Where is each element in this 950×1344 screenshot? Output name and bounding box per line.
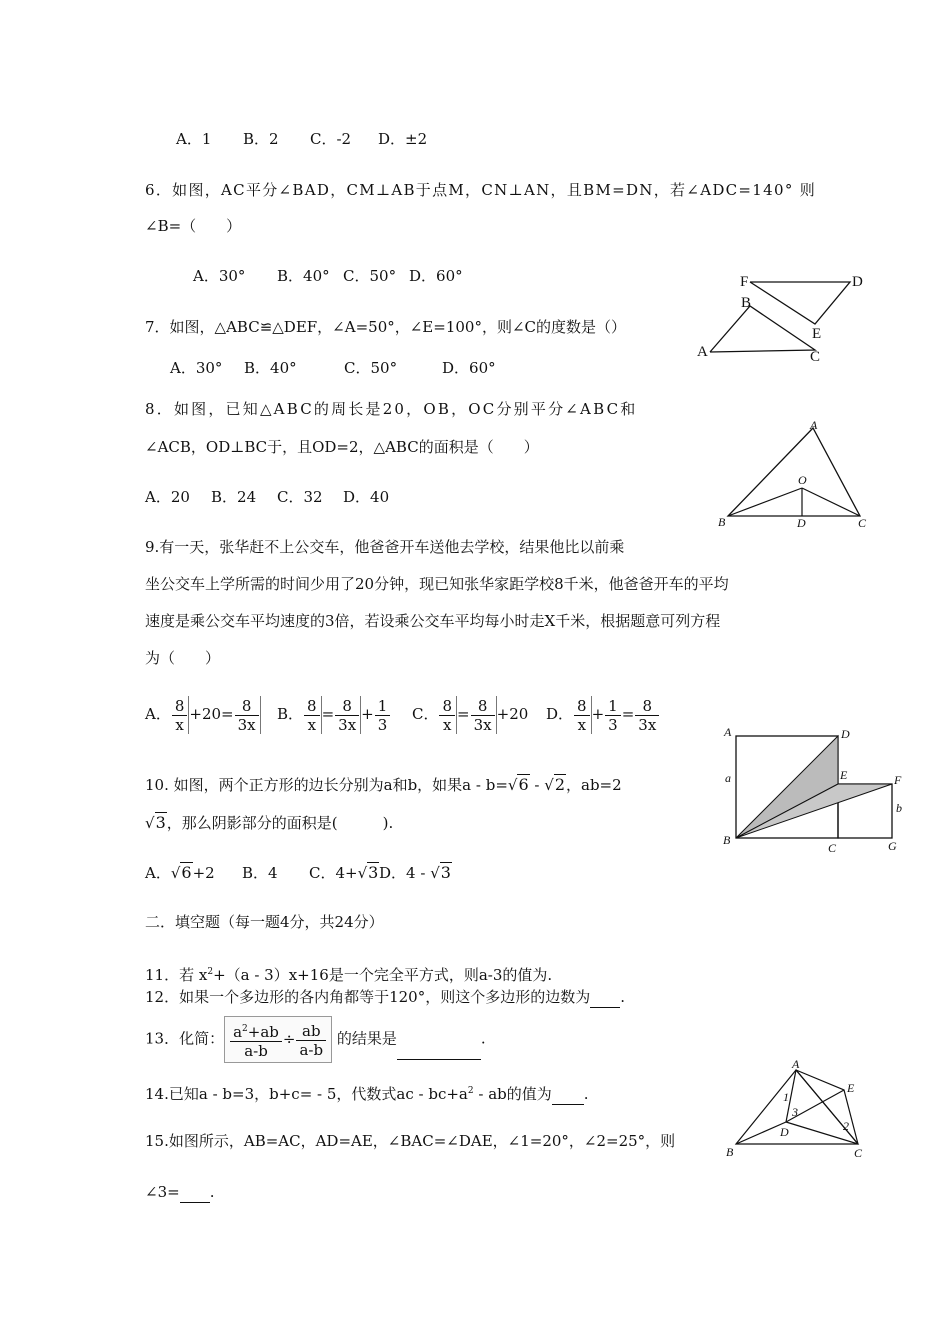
q13-text: 13．化简： $\frac{a^2+ab}{a-b}$ ÷ $\frac{ab}{a-b}$ 的结果是 . bbox=[145, 1016, 486, 1063]
q8-option-c: C．32 bbox=[277, 488, 323, 506]
q10-options bbox=[145, 862, 452, 883]
fig10-label-f: F bbox=[894, 773, 902, 787]
q6-option-c: C．50° bbox=[343, 267, 397, 285]
q9-option-b: B． $\frac{8}{x}$ = $\frac{8}{3x}$ + $\frac{1}{3}$ bbox=[277, 694, 391, 734]
fig7-label-b: B bbox=[741, 295, 752, 311]
q8-option-b: B．24 bbox=[211, 488, 257, 506]
q6-option-a: A．30° bbox=[193, 267, 246, 285]
fig7-label-d: D bbox=[852, 274, 863, 290]
q7-text: 7．如图，△ABC≌△DEF，∠A=50°，∠E=100°，则∠C的度数是（） bbox=[145, 318, 626, 336]
q9-option-a: A． $\frac{8}{x}$ +20= $\frac{8}{3x}$ bbox=[145, 694, 261, 734]
fig15-label-a: A bbox=[792, 1057, 800, 1071]
fig15-label-c: C bbox=[854, 1146, 863, 1160]
fig10-label-c: C bbox=[828, 841, 837, 855]
fig8-label-d: D bbox=[797, 516, 806, 530]
fig7-label-f: F bbox=[740, 274, 749, 290]
fig15-angle-1: 1 bbox=[783, 1090, 789, 1104]
q6-options bbox=[193, 266, 463, 286]
q14-answer-blank[interactable] bbox=[552, 1084, 584, 1105]
fig15-label-b: B bbox=[726, 1145, 734, 1159]
q10-option-d: D．4 - √3 bbox=[379, 863, 451, 882]
q9-line2: 坐公交车上学所需的时间少用了20分钟，现已知张华家距学校8千米，他爸爸开车的平均 bbox=[145, 575, 729, 593]
fig7-label-e: E bbox=[812, 326, 822, 342]
fig8-label-c: C bbox=[858, 516, 867, 530]
q15-line1: 15.如图所示，AB=AC，AD=AE，∠BAC=∠DAE，∠1=20°，∠2=25°，则 bbox=[145, 1132, 676, 1150]
q8-option-a: A．20 bbox=[145, 488, 190, 506]
fig10-label-side-b: b bbox=[896, 801, 902, 815]
q10-option-b: B．4 bbox=[242, 864, 278, 882]
fig15-angle-3: 3 bbox=[792, 1105, 798, 1119]
q6-line1: 6．如图，AC平分∠BAD，CM⊥AB于点M，CN⊥AN，且BM=DN，若∠ADC=140° 则 bbox=[145, 181, 816, 199]
fig10-label-d: D bbox=[841, 727, 850, 741]
q7-option-c: C．50° bbox=[344, 359, 398, 377]
q12-text: 12．如果一个多边形的各内角都等于120°，则这个多边形的边数为 . bbox=[145, 988, 626, 1006]
q9-line1: 9.有一天，张华赶不上公交车，他爸爸开车送他去学校，结果他比以前乘 bbox=[145, 538, 625, 556]
q5-option-a: A．1 bbox=[176, 130, 212, 148]
fig7-label-a: A bbox=[697, 344, 708, 360]
fig8-label-a: A bbox=[810, 418, 818, 432]
fig8-label-o: O bbox=[798, 473, 807, 487]
q6-option-d: D．60° bbox=[409, 267, 463, 285]
fig10-label-side-a: a bbox=[725, 771, 731, 785]
q15-line2: ∠3= . bbox=[145, 1183, 215, 1201]
fig15-label-d: D bbox=[780, 1125, 789, 1139]
q15-triangles-figure bbox=[722, 1056, 872, 1166]
q10-line2: √3，那么阴影部分的面积是( ). bbox=[145, 813, 394, 832]
q7-option-d: D．60° bbox=[442, 359, 496, 377]
section-2-heading: 二．填空题（每一题4分，共24分） bbox=[145, 913, 384, 931]
q7-option-b: B．40° bbox=[244, 359, 297, 377]
q13-answer-blank[interactable] bbox=[397, 1019, 481, 1060]
q15-answer-blank[interactable] bbox=[180, 1182, 210, 1203]
q10-option-c: C．4+√3 bbox=[309, 863, 379, 882]
q10-line1: 10. 如图，两个正方形的边长分别为a和b，如果a - b=√6 - √2，ab=2 bbox=[145, 775, 622, 794]
q8-options bbox=[145, 487, 389, 507]
q7-option-a: A．30° bbox=[170, 359, 223, 377]
q10-option-a: A．√6+2 bbox=[145, 863, 215, 882]
q9-line4: 为（ ） bbox=[145, 649, 221, 667]
q10-squares-figure bbox=[718, 722, 908, 860]
q11-text: 11．若 $x^2+(a - 3)x+16$是一个完全平方式，则a-3的值为. bbox=[145, 966, 553, 984]
fig7-label-c: C bbox=[810, 349, 821, 365]
q13-expression: $\frac{a^2+ab}{a-b}$ ÷ $\frac{ab}{a-b}$ bbox=[224, 1016, 332, 1063]
fig15-angle-2: 2 bbox=[843, 1119, 849, 1133]
q5-option-c: C．-2 bbox=[310, 130, 352, 148]
fig10-label-g: G bbox=[888, 839, 897, 853]
q6-option-b: B．40° bbox=[277, 267, 330, 285]
q12-answer-blank[interactable] bbox=[590, 987, 620, 1008]
fig10-label-e: E bbox=[840, 768, 848, 782]
fig10-label-b: B bbox=[723, 833, 731, 847]
q8-line1: 8．如图，已知△ABC的周长是20，OB，OC分别平分∠ABC和 bbox=[145, 400, 638, 418]
q5-option-b: B．2 bbox=[243, 130, 279, 148]
q14-text: 14.已知a - b=3，b+c= - 5，代数式ac - $bc+a^2$ - ab的值为 . bbox=[145, 1085, 589, 1103]
q6-line2: ∠B=（ ） bbox=[145, 217, 242, 235]
q7-triangles-figure bbox=[690, 268, 870, 368]
q5-option-d: D．±2 bbox=[378, 130, 428, 148]
q9-option-c: C． $\frac{8}{x}$ = $\frac{8}{3x}$ +20 bbox=[412, 696, 529, 734]
q8-option-d: D．40 bbox=[343, 488, 390, 506]
fig8-label-b: B bbox=[718, 515, 726, 529]
q7-options bbox=[170, 358, 496, 378]
q9-option-d: D． $\frac{8}{x}$ + $\frac{1}{3}$ = $\frac{8}{3x}$ bbox=[546, 694, 660, 734]
fig15-label-e: E bbox=[847, 1081, 855, 1095]
q8-line2: ∠ACB，OD⊥BC于，且OD=2，△ABC的面积是（ ） bbox=[145, 438, 539, 456]
q9-line3: 速度是乘公交车平均速度的3倍，若设乘公交车平均每小时走X千米，根据题意可列方程 bbox=[145, 612, 721, 630]
fig10-label-a: A bbox=[724, 725, 732, 739]
q8-triangle-figure bbox=[712, 416, 882, 531]
q5-options bbox=[176, 129, 427, 149]
